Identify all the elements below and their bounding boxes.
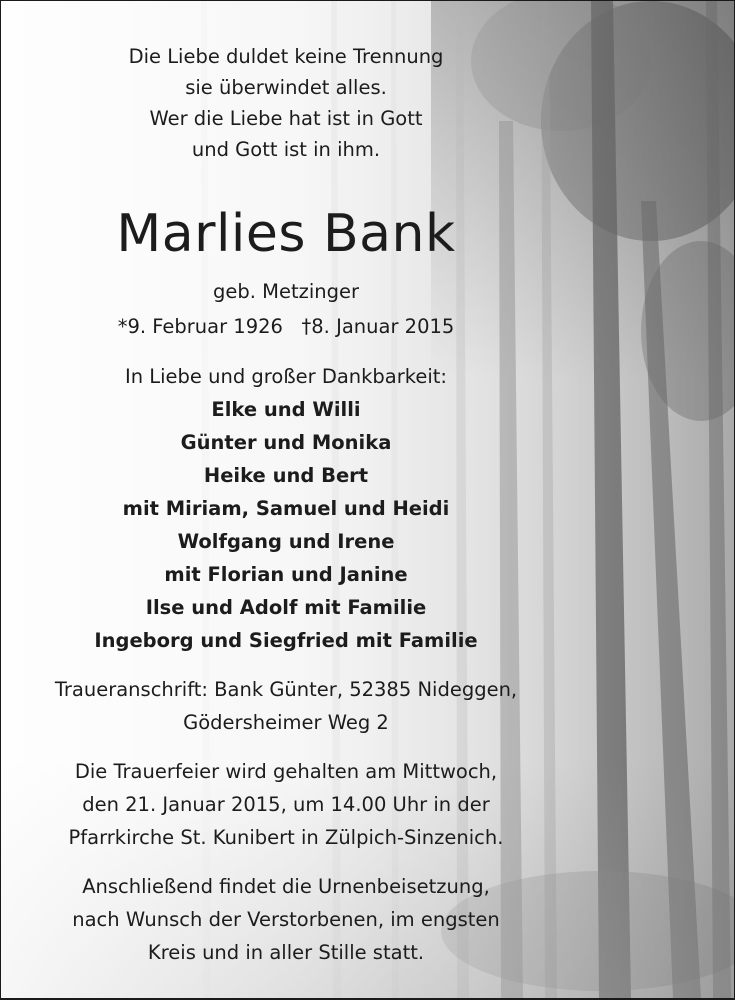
mourning-address: Gödersheimer Weg 2 (183, 711, 389, 734)
service-info: Die Trauerfeier wird gehalten am Mittwoch, (74, 760, 498, 783)
verse-line: Die Liebe duldet keine Trennung (128, 45, 444, 68)
mourner-name: mit Miriam, Samuel und Heidi (122, 497, 450, 520)
mourner-name: mit Florian und Janine (164, 563, 408, 586)
burial-info: Kreis und in aller Stille statt. (147, 941, 425, 964)
life-dates: *9. Februar 1926 †8. Januar 2015 (117, 315, 455, 338)
verse-line: Wer die Liebe hat ist in Gott (149, 107, 423, 130)
verse-line: und Gott ist in ihm. (191, 138, 381, 161)
mourner-name: Heike und Bert (203, 464, 369, 487)
mourner-name: Günter und Monika (180, 431, 392, 454)
mourners-intro: In Liebe und großer Dankbarkeit: (124, 365, 448, 388)
service-info: den 21. Januar 2015, um 14.00 Uhr in der (82, 793, 490, 816)
deceased-name: Marlies Bank (116, 204, 456, 264)
notice-text (1, 1, 571, 998)
verse-line: sie überwindet alles. (185, 76, 387, 99)
burial-info: nach Wunsch der Verstorbenen, im engsten (72, 908, 500, 931)
service-info: Pfarrkirche St. Kunibert in Zülpich-Sinzenich. (68, 826, 504, 849)
mourning-address: Traueranschrift: Bank Günter, 52385 Nideggen, (54, 678, 518, 701)
mourner-name: Ilse und Adolf mit Familie (145, 596, 427, 619)
mourner-name: Wolfgang und Irene (177, 530, 395, 553)
mourner-name: Elke und Willi (211, 398, 361, 421)
mourner-name: Ingeborg und Siegfried mit Familie (94, 629, 478, 652)
burial-info: Anschließend findet die Urnenbeisetzung, (82, 875, 490, 898)
birth-name: geb. Metzinger (212, 280, 360, 303)
